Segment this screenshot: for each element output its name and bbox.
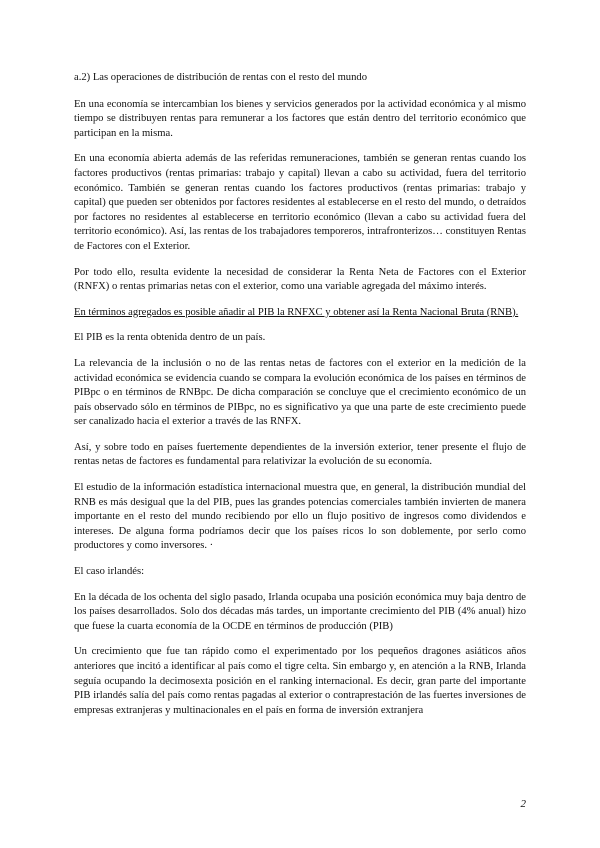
paragraph-intro: En una economía se intercambian los bienes y servicios generados por la actividad económica y al mismo tiempo se distribuyen rentas para remunerar a los factores que están dentro del territorio económico que participan en la misma. [74, 98, 526, 139]
section-heading: a.2) Las operaciones de distribución de rentas con el resto del mundo [74, 72, 367, 83]
paragraph-statistics: El estudio de la información estadística internacional muestra que, en general, la distribución mundial del RNB es más desigual que la del PIB, pues las grandes potencias comerciales también invierten de manera importante en el resto del mundo recibiendo por ello un flujo positivo de ingresos como dividendos e intereses. De alguna forma podríamos decir que los países ricos lo son doblemente, por serlo como productores y como inversores. · [74, 482, 526, 552]
paragraph-rnb-definition: En términos agregados es posible añadir al PIB la RNFXC y obtener así la Renta Nacional Bruta (RNB). [74, 306, 519, 318]
paragraph-relevance: La relevancia de la inclusión o no de las rentas netas de factores con el exterior en la medición de la actividad económica se evidencia cuando se compara la evolución económica de los países en términos de PIBpc o en términos de RNBpc. De dicha comparación se concluye que el crecimiento económico de un país observado sólo en términos de PIBpc, no es significativo ya que una parte de este crecimiento puede ser canalizado hacia el exterior a través de las RNFX. [74, 357, 526, 428]
paragraph-irish-eighties: En la década de los ochenta del siglo pasado, Irlanda ocupaba una posición económica muy baja dentro de los países desarrollados. Solo dos décadas más tardes, un importante crecimiento del PIB (4% anual) hizo que fuese la cuarta economía de la OCDE en términos de producción (PIB) [74, 591, 526, 632]
page-number: 2 [520, 798, 526, 810]
paragraph-celtic-tiger: Un crecimiento que fue tan rápido como el experimentado por los pequeños dragones asiáticos años anteriores que incitó a identificar al país como el tigre celta. Sin embargo y, en atención a la RNB, Irlanda seguía ocupando la decimosexta posición en el ranking internacional. Es decir, gran parte del importante PIB irlandés salía del país como rentas pagadas al exterior o contraprestación de las fuertes inversiones de empresas extranjeras y multinacionales en el país en forma de inversión extranjera [74, 646, 526, 716]
paragraph-open-economy: En una economía abierta además de las referidas remuneraciones, también se generan rentas cuando los factores productivos (rentas primarias: trabajo y capital) llevan a cabo su actividad, fuera del territorio económico. También se generan rentas cuando los factores productivos (rentas primarias: trabajo y capital) que pueden ser obtenidos por factores residentes al establecerse en el resto del mundo, o detraídos por factores no residentes al establecerse en territorio económico (llevan a cabo su actividad fuera del territorio económico). Así, las rentas de los trabajadores temporeros, intrafronterizos… constituyen Rentas de Factores con el Exterior. [74, 153, 526, 252]
paragraph-rnfx: Por todo ello, resulta evidente la necesidad de considerar la Renta Neta de Factores con el Exterior (RNFX) o rentas primarias netas con el exterior, como una variable agregada del máximo interés. [74, 266, 526, 293]
paragraph-irish-case-title: El caso irlandés: [74, 566, 145, 578]
paragraph-pib-definition: El PIB es la renta obtenida dentro de un país. [74, 332, 266, 344]
paragraph-dependence: Así, y sobre todo en países fuertemente dependientes de la inversión exterior, tener presente el flujo de rentas netas de factores es fundamental para relativizar la evolución de su economía. [74, 441, 526, 468]
document-body [74, 71, 526, 729]
